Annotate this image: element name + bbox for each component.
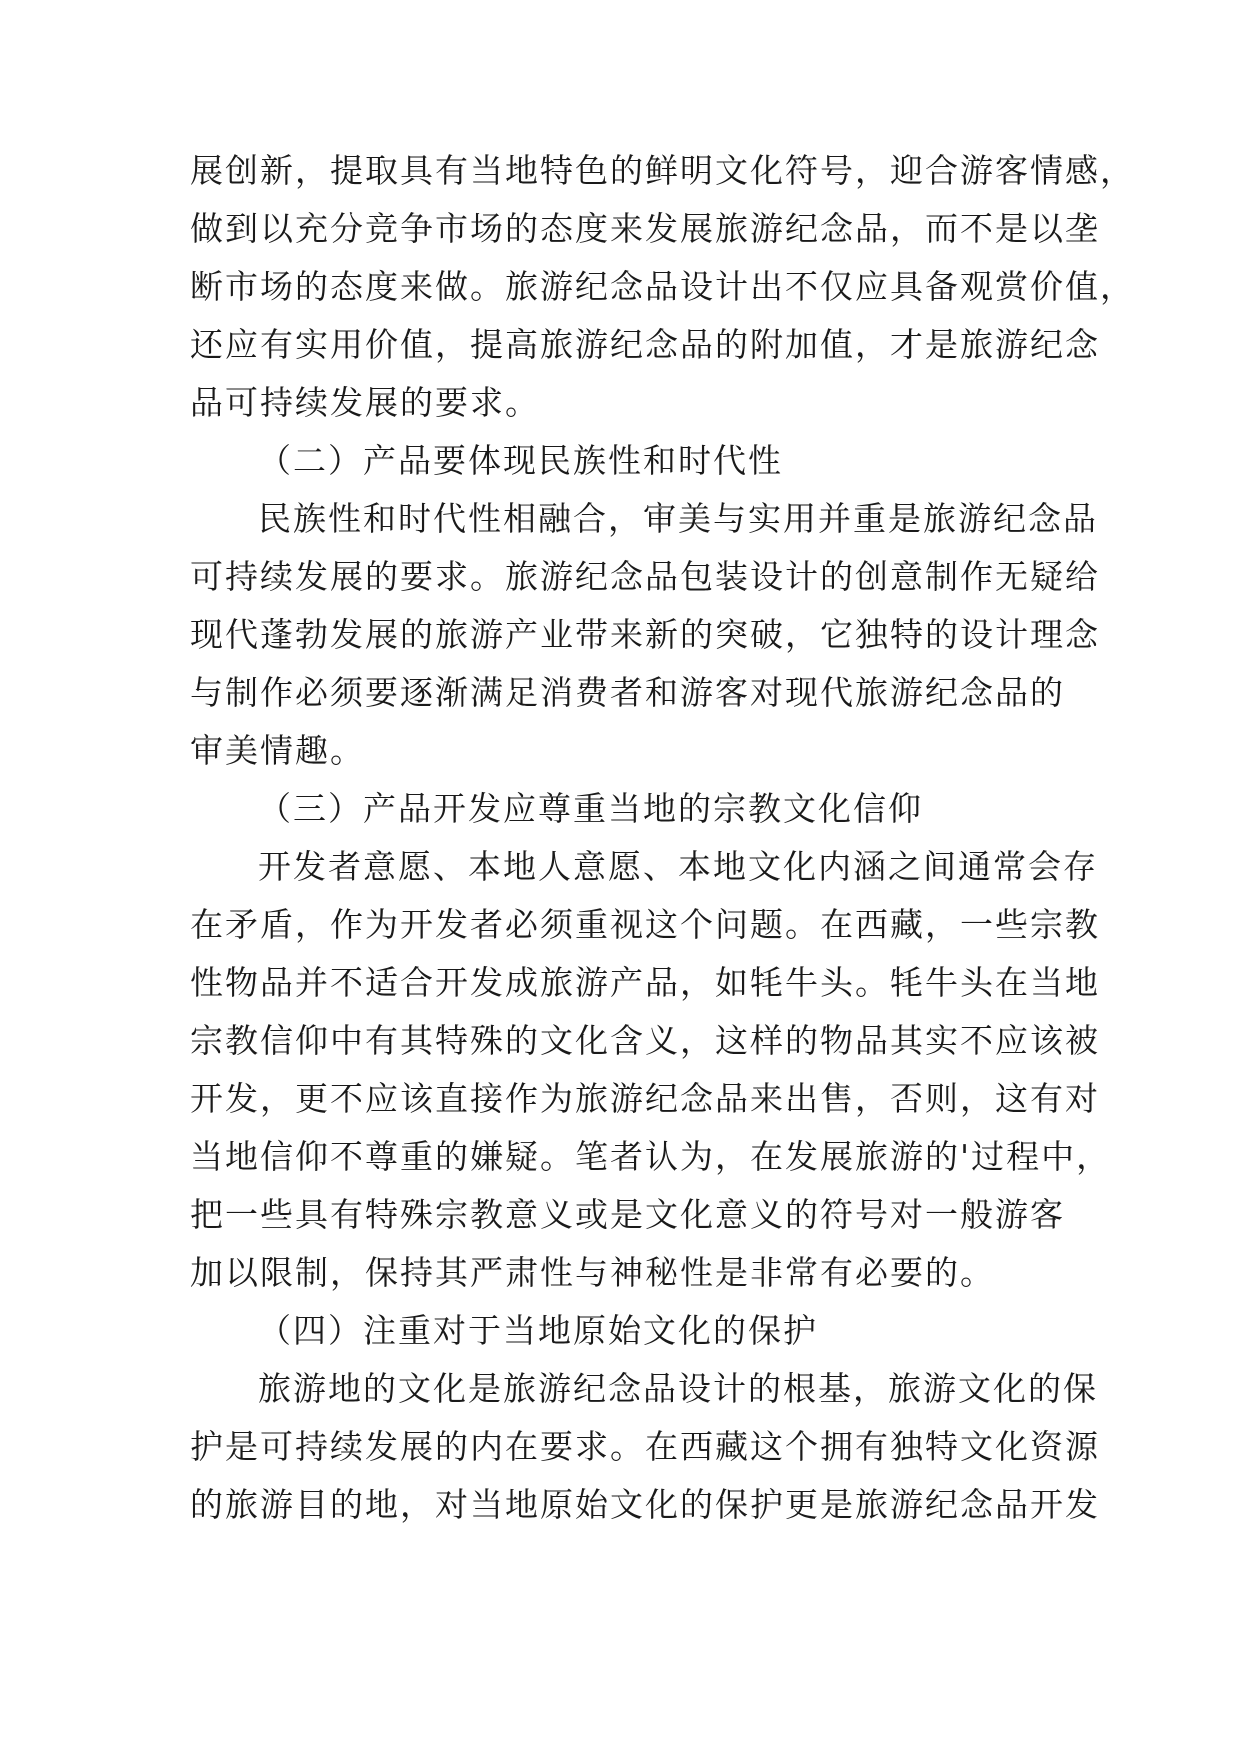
body-line: 展创新，提取具有当地特色的鲜明文化符号，迎合游客情感， bbox=[190, 151, 1135, 190]
section-heading: （四）注重对于当地原始文化的保护 bbox=[258, 1311, 818, 1350]
body-line: 现代蓬勃发展的旅游产业带来新的突破，它独特的设计理念 bbox=[190, 615, 1100, 654]
body-line: 护是可持续发展的内在要求。在西藏这个拥有独特文化资源 bbox=[190, 1427, 1100, 1466]
body-line: 与制作必须要逐渐满足消费者和游客对现代旅游纪念品的 bbox=[190, 673, 1065, 712]
body-line: 的旅游目的地，对当地原始文化的保护更是旅游纪念品开发 bbox=[190, 1485, 1100, 1524]
body-line: 可持续发展的要求。旅游纪念品包装设计的创意制作无疑给 bbox=[190, 557, 1100, 596]
body-line: 做到以充分竞争市场的态度来发展旅游纪念品，而不是以垄 bbox=[190, 209, 1100, 248]
body-line: 审美情趣。 bbox=[190, 731, 365, 770]
section-heading: （三）产品开发应尊重当地的宗教文化信仰 bbox=[258, 789, 923, 828]
paragraph-first-line: 旅游地的文化是旅游纪念品设计的根基，旅游文化的保 bbox=[258, 1369, 1098, 1408]
body-line: 宗教信仰中有其特殊的文化含义，这样的物品其实不应该被 bbox=[190, 1021, 1100, 1060]
body-line: 在矛盾，作为开发者必须重视这个问题。在西藏，一些宗教 bbox=[190, 905, 1100, 944]
body-line: 把一些具有特殊宗教意义或是文化意义的符号对一般游客 bbox=[190, 1195, 1065, 1234]
body-line: 当地信仰不尊重的嫌疑。笔者认为，在发展旅游的'过程中， bbox=[190, 1137, 1112, 1176]
body-line: 品可持续发展的要求。 bbox=[190, 383, 540, 422]
section-heading: （二）产品要体现民族性和时代性 bbox=[258, 441, 783, 480]
body-line: 开发，更不应该直接作为旅游纪念品来出售，否则，这有对 bbox=[190, 1079, 1100, 1118]
body-line: 还应有实用价值，提高旅游纪念品的附加值，才是旅游纪念 bbox=[190, 325, 1100, 364]
body-line: 性物品并不适合开发成旅游产品，如牦牛头。牦牛头在当地 bbox=[190, 963, 1100, 1002]
paragraph-first-line: 开发者意愿、本地人意愿、本地文化内涵之间通常会存 bbox=[258, 847, 1098, 886]
paragraph-first-line: 民族性和时代性相融合，审美与实用并重是旅游纪念品 bbox=[258, 499, 1098, 538]
body-line: 加以限制，保持其严肃性与神秘性是非常有必要的。 bbox=[190, 1253, 995, 1292]
body-line: 断市场的态度来做。旅游纪念品设计出不仅应具备观赏价值， bbox=[190, 267, 1135, 306]
